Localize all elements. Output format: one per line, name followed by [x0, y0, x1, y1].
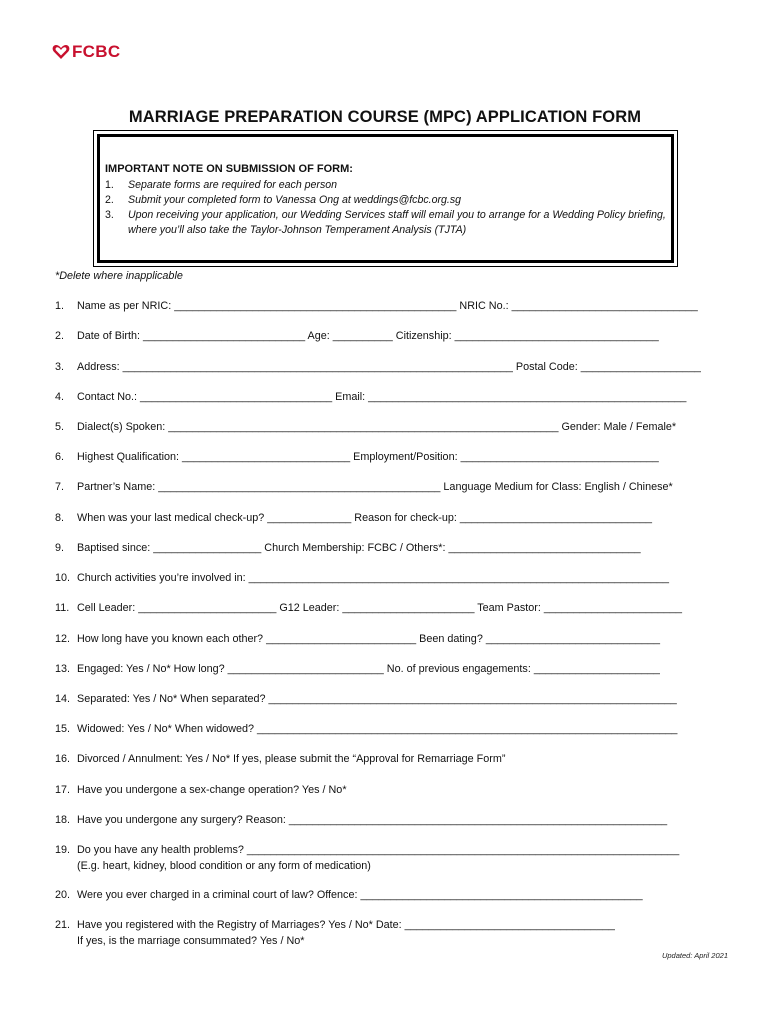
question-number: 8. [55, 512, 65, 524]
question-number: 21. [55, 919, 71, 931]
question-text: Highest Qualification: ____________________________ Employment/Position: _________________________________ [77, 451, 659, 463]
question-row[interactable] [55, 328, 727, 344]
question-row[interactable] [55, 419, 727, 435]
question-number: 9. [55, 542, 65, 554]
question-text: Address: _________________________________________________________________ Postal Code: ____________________ [77, 361, 701, 373]
question-number: 5. [55, 421, 65, 433]
question-number: 3. [55, 361, 65, 373]
note-item-text: Submit your completed form to Vanessa Ong at weddings@fcbc.org.sg [128, 194, 462, 206]
question-row[interactable] [55, 359, 727, 375]
question-number: 20. [55, 889, 71, 901]
delete-note: *Delete where inapplicable [55, 270, 183, 282]
question-text: Contact No.: ________________________________ Email: _____________________________________________________ [77, 391, 687, 403]
question-number: 10. [55, 572, 71, 584]
question-number: 4. [55, 391, 65, 403]
note-title: IMPORTANT NOTE ON SUBMISSION OF FORM: [105, 163, 353, 175]
question-number: 17. [55, 784, 71, 796]
note-item [105, 208, 673, 238]
question-row[interactable] [55, 510, 727, 526]
question-number: 6. [55, 451, 65, 463]
heart-icon [52, 44, 70, 60]
question-number: 19. [55, 844, 71, 856]
note-item-number: 3. [105, 209, 114, 221]
question-number: 1. [55, 300, 65, 312]
question-row[interactable] [55, 812, 727, 828]
question-number: 16. [55, 753, 71, 765]
question-text: Separated: Yes / No* When separated? ____________________________________________________________________ [77, 693, 677, 705]
question-text: Were you ever charged in a criminal court of law? Offence: _______________________________________________ [77, 889, 643, 901]
logo-text: FCBC [72, 42, 121, 61]
question-text: Do you have any health problems? ________________________________________________________________________ [77, 844, 680, 856]
note-item-text: Separate forms are required for each person [128, 179, 338, 191]
question-number: 14. [55, 693, 71, 705]
question-text: Widowed: Yes / No* When widowed? ______________________________________________________________________ [77, 723, 678, 735]
question-text: Divorced / Annulment: Yes / No* If yes, please submit the “Approval for Remarriage Form” [77, 753, 506, 765]
question-row[interactable] [55, 721, 727, 737]
question-text: Dialect(s) Spoken: _________________________________________________________________ Gender: Male / Female* [77, 421, 677, 433]
question-text: Have you registered with the Registry of Marriages? Yes / No* Date: ___________________________________ [77, 919, 615, 931]
note-item-number: 1. [105, 179, 114, 191]
question-row[interactable] [55, 298, 727, 314]
question-number: 11. [55, 602, 70, 614]
question-row [55, 782, 727, 798]
question-text: When was your last medical check-up? ______________ Reason for check-up: ________________________________ [77, 512, 653, 524]
question-number: 2. [55, 330, 65, 342]
question-text: Partner’s Name: _______________________________________________ Language Medium for Class: English / Chinese* [77, 481, 673, 493]
note-list [105, 178, 673, 238]
question-row[interactable] [55, 600, 727, 616]
question-row[interactable] [55, 479, 727, 495]
question-text: Church activities you’re involved in: ______________________________________________________________________ [77, 572, 669, 584]
question-row[interactable] [55, 389, 727, 405]
note-item-number: 2. [105, 194, 114, 206]
question-row[interactable] [55, 540, 727, 556]
question-row[interactable] [55, 631, 727, 647]
question-row[interactable] [55, 887, 727, 903]
question-row[interactable] [55, 842, 727, 874]
question-row[interactable] [55, 661, 727, 677]
question-number: 7. [55, 481, 65, 493]
question-text: How long have you known each other? _________________________ Been dating? _____________________________ [77, 633, 660, 645]
question-text: Date of Birth: ___________________________ Age: __________ Citizenship: __________________________________ [77, 330, 659, 342]
question-subtext: (E.g. heart, kidney, blood condition or any form of medication) [77, 860, 371, 872]
question-text: Have you undergone any surgery? Reason: _______________________________________________________________ [77, 814, 668, 826]
question-text: Baptised since: __________________ Church Membership: FCBC / Others*: ________________________________ [77, 542, 641, 554]
note-item [105, 178, 673, 193]
updated-date: Updated: April 2021 [661, 951, 728, 960]
question-row[interactable] [55, 917, 727, 949]
question-row [55, 751, 727, 767]
question-text: Engaged: Yes / No* How long? __________________________ No. of previous engagements: _____________________ [77, 663, 660, 675]
question-row[interactable] [55, 449, 727, 465]
question-number: 15. [55, 723, 71, 735]
question-number: 12. [55, 633, 71, 645]
question-text: Cell Leader: _______________________ G12 Leader: ______________________ Team Pastor: _______________________ [77, 602, 682, 614]
question-text: Have you undergone a sex-change operation? Yes / No* [77, 784, 347, 796]
question-subtext: If yes, is the marriage consummated? Yes / No* [77, 935, 305, 947]
question-number: 18. [55, 814, 71, 826]
note-item [105, 193, 673, 208]
form-title: MARRIAGE PREPARATION COURSE (MPC) APPLICATION FORM [128, 108, 642, 126]
question-row[interactable] [55, 691, 727, 707]
note-item-text: Upon receiving your application, our Wedding Services staff will email you to arrange for a Wedding Policy briefing, where you’ll also take the Taylor-Johnson Temperament Analysis (TJTA) [128, 209, 666, 236]
question-row[interactable] [55, 570, 727, 586]
question-text: Name as per NRIC: _______________________________________________ NRIC No.: _______________________________ [77, 300, 698, 312]
question-number: 13. [55, 663, 71, 675]
fcbc-logo [52, 42, 120, 62]
